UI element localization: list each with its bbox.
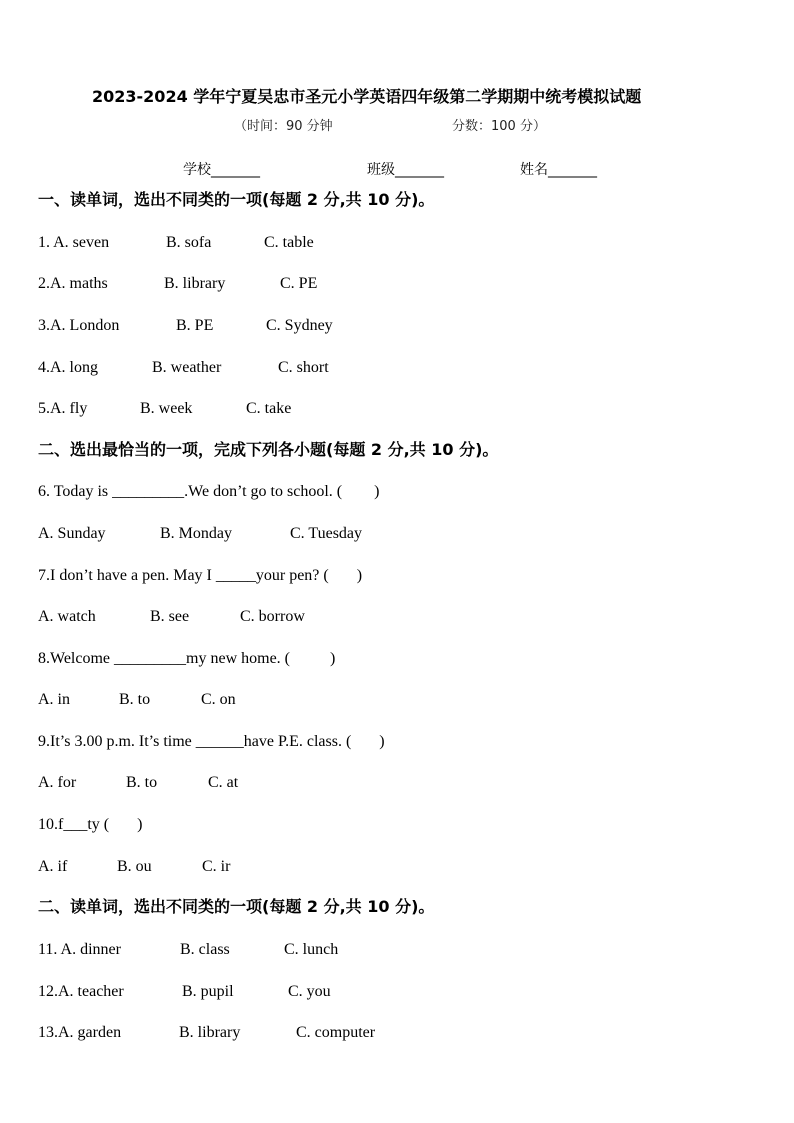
question-1-option-b: B. sofa (166, 234, 212, 251)
name-field: 姓名_______ (520, 162, 597, 178)
question-1-option-a: 1. A. seven (38, 234, 110, 251)
question-11-option-b: B. class (180, 941, 230, 958)
question-8-option-c: C. on (201, 691, 236, 708)
question-6-option-c: C. Tuesday (290, 525, 363, 542)
question-5-option-a: 5.A. fly (38, 400, 88, 417)
question-10-stem: 10.f___ty ( ) (38, 816, 143, 833)
question-9-stem: 9.It’s 3.00 p.m. It’s time ______have P.E. class. ( ) (38, 733, 385, 750)
section-title: 二、选出最恰当的一项，完成下列各小题(每题 2 分,共 10 分)。 (38, 440, 499, 459)
class-field: 班级_______ (367, 162, 444, 178)
question-3-option-c: C. Sydney (266, 317, 333, 334)
question-8-stem: 8.Welcome _________my new home. ( ) (38, 650, 336, 667)
question-12-option-a: 12.A. teacher (38, 983, 124, 1000)
question-4-option-c: C. short (278, 359, 329, 376)
question-9-option-b: B. to (126, 774, 158, 791)
question-6-option-a: A. Sunday (38, 525, 106, 542)
question-8-option-a: A. in (38, 691, 70, 708)
question-2-option-b: B. library (164, 275, 226, 292)
question-6-stem: 6. Today is _________.We don’t go to school. ( ) (38, 483, 380, 500)
question-13-option-c: C. computer (296, 1024, 376, 1041)
school-field: 学校_______ (183, 162, 260, 178)
question-13-option-b: B. library (179, 1024, 241, 1041)
question-11-option-a: 11. A. dinner (38, 941, 121, 958)
question-6-option-b: B. Monday (160, 525, 232, 542)
question-10-option-b: B. ou (117, 858, 152, 875)
question-7-option-b: B. see (150, 608, 190, 625)
question-4-option-b: B. weather (152, 359, 222, 376)
question-7-stem: 7.I don’t have a pen. May I _____your pen? ( ) (38, 567, 363, 584)
question-12-option-b: B. pupil (182, 983, 234, 1000)
question-9-option-c: C. at (208, 774, 239, 791)
question-10-option-c: C. ir (202, 858, 231, 875)
question-2-option-a: 2.A. maths (38, 275, 108, 292)
question-13-option-a: 13.A. garden (38, 1024, 122, 1041)
question-11-option-c: C. lunch (284, 941, 339, 958)
question-10-option-a: A. if (38, 858, 68, 875)
page-title: 2023-2024 学年宁夏吴忠市圣元小学英语四年级第二学期期中统考模拟试题 (92, 87, 642, 106)
section-title: 一、读单词，选出不同类的一项(每题 2 分,共 10 分)。 (38, 190, 435, 209)
question-7-option-c: C. borrow (240, 608, 305, 625)
question-8-option-b: B. to (119, 691, 151, 708)
question-5-option-c: C. take (246, 400, 292, 417)
question-7-option-a: A. watch (38, 608, 96, 625)
question-12-option-c: C. you (288, 983, 331, 1000)
question-5-option-b: B. week (140, 400, 193, 417)
section-title: 二、读单词，选出不同类的一项(每题 2 分,共 10 分)。 (38, 897, 435, 916)
exam-time: （时间：90 分钟 (234, 119, 333, 134)
question-2-option-c: C. PE (280, 275, 318, 292)
question-3-option-b: B. PE (176, 317, 214, 334)
exam-score: 分数：100 分） (452, 119, 546, 134)
question-3-option-a: 3.A. London (38, 317, 120, 334)
question-4-option-a: 4.A. long (38, 359, 98, 376)
question-1-option-c: C. table (264, 234, 314, 251)
question-9-option-a: A. for (38, 774, 77, 791)
